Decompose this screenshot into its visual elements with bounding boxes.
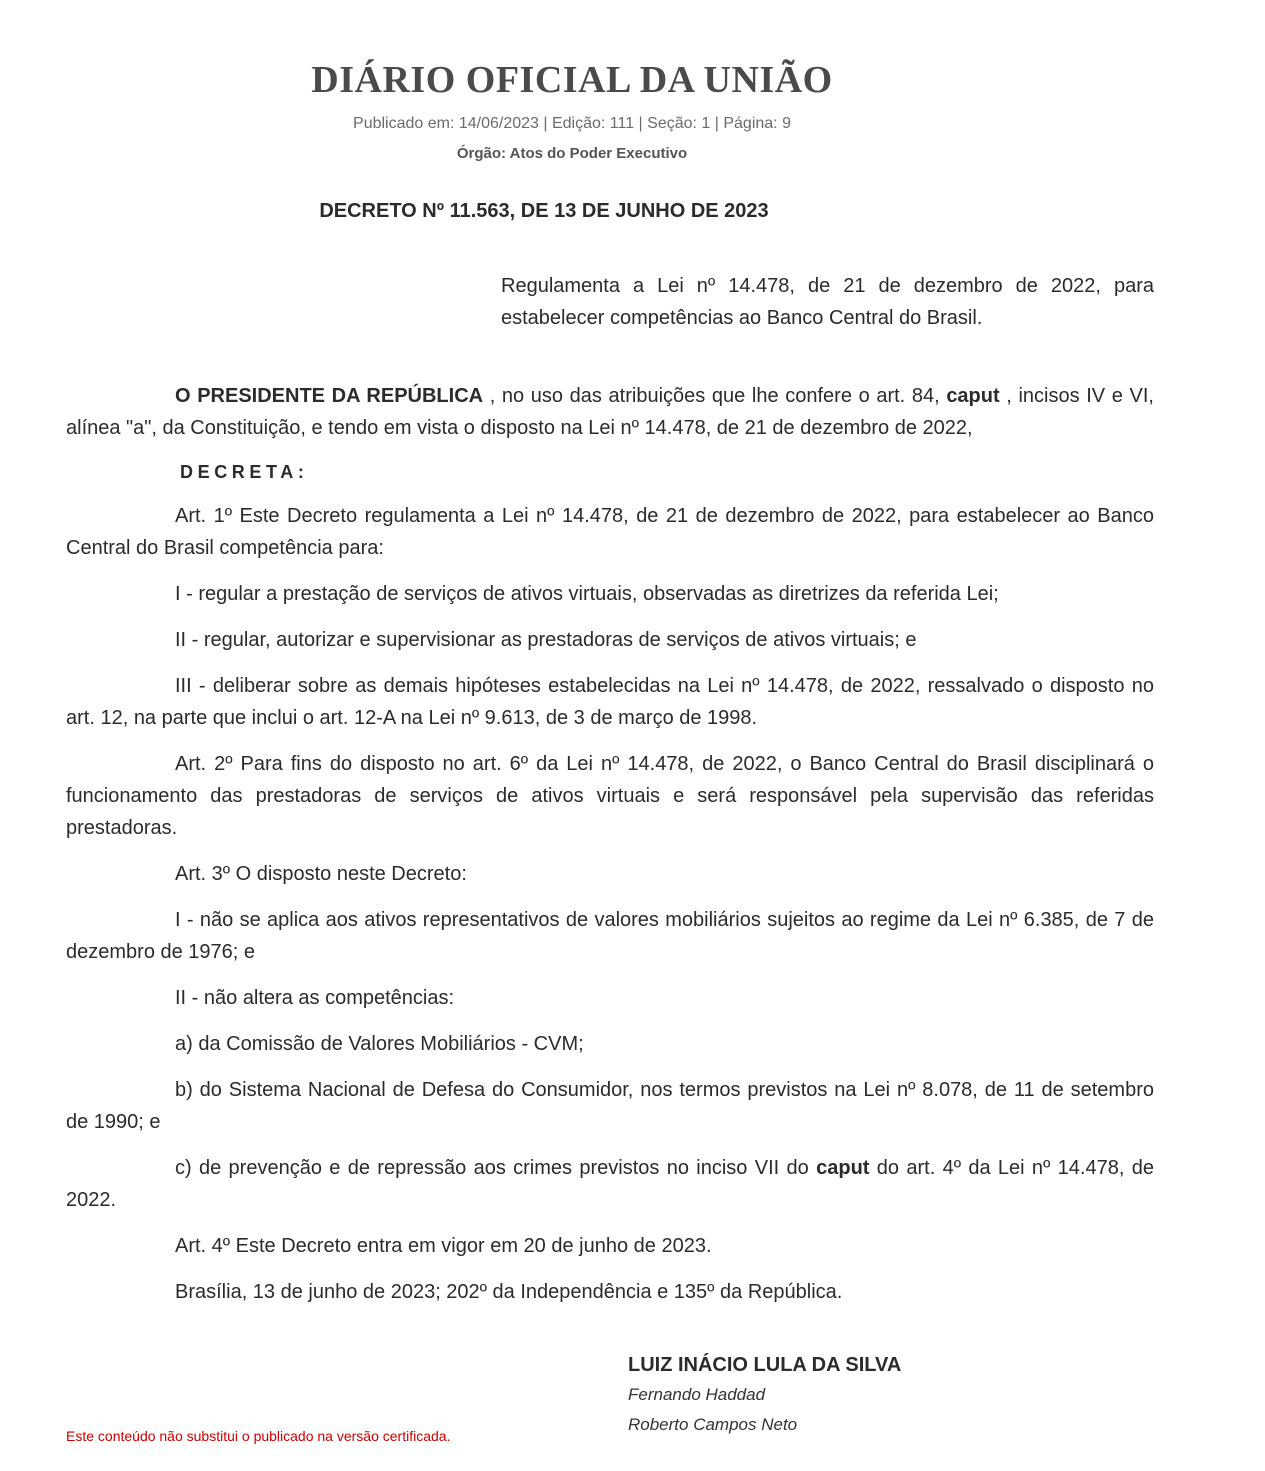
article-3-item-b: b) do Sistema Nacional de Defesa do Consumidor, nos termos previstos na Lei nº 8.078, de 11 de setembro de 1990; e	[66, 1079, 1154, 1133]
article-1-item-ii: II - regular, autorizar e supervisionar as prestadoras de serviços de ativos virtuais; e	[175, 629, 917, 651]
preamble-lead: O PRESIDENTE DA REPÚBLICA	[175, 385, 484, 407]
article-1-item-iii: III - deliberar sobre as demais hipóteses estabelecidas na Lei nº 14.478, de 2022, ressalvado o disposto no art. 12, na parte que inclui o art. 12-A na Lei nº 9.613, de 3 de março de 1998.	[66, 675, 1154, 729]
preamble-text-b: , incisos IV e VI, alínea "a", da Constituição, e tendo em vista o disposto na Lei nº 14.478, de 21 de dezembro de 2022,	[66, 385, 1154, 439]
publication-info: Publicado em: 14/06/2023 | Edição: 111 | Seção: 1 | Página: 9	[353, 115, 791, 132]
article-1-item-i: I - regular a prestação de serviços de ativos virtuais, observadas as diretrizes da referida Lei;	[175, 583, 999, 605]
certification-disclaimer: Este conteúdo não substitui o publicado na versão certificada.	[66, 1428, 451, 1444]
article-3-item-i: I - não se aplica aos ativos representativos de valores mobiliários sujeitos ao regime da Lei nº 6.385, de 7 de dezembro de 1976; e	[66, 909, 1154, 963]
signature-block	[628, 1350, 1154, 1440]
item-c-text-a: c) de prevenção e de repressão aos crimes previstos no inciso VII do	[175, 1157, 817, 1179]
decree-title: DECRETO Nº 11.563, DE 13 DE JUNHO DE 2023	[319, 200, 769, 222]
decree-preamble	[66, 380, 1154, 444]
president-signature: LUIZ INÁCIO LULA DA SILVA	[628, 1354, 902, 1376]
article-3-item-ii: II - não altera as competências:	[175, 987, 455, 1009]
article-3-item-a: a) da Comissão de Valores Mobiliários - CVM;	[175, 1033, 584, 1055]
document-page	[66, 0, 1154, 1440]
preamble-text-a: , no uso das atribuições que lhe confere o art. 84,	[483, 385, 947, 407]
minister-signature-1: Fernando Haddad	[628, 1385, 766, 1404]
article-3: Art. 3º O disposto neste Decreto:	[175, 863, 467, 885]
minister-signature-2: Roberto Campos Neto	[628, 1415, 798, 1434]
decreta-heading: DECRETA:	[180, 462, 309, 482]
publication-title: DIÁRIO OFICIAL DA UNIÃO	[311, 59, 833, 101]
decree-summary: Regulamenta a Lei nº 14.478, de 21 de dezembro de 2022, para estabelecer competências ao Banco Central do Brasil.	[501, 275, 1154, 329]
closing-line: Brasília, 13 de junho de 2023; 202º da Independência e 135º da República.	[175, 1281, 843, 1303]
article-4: Art. 4º Este Decreto entra em vigor em 20 de junho de 2023.	[175, 1235, 712, 1257]
item-c-text-b: do art. 4º da Lei nº 14.478, de 2022.	[66, 1157, 1154, 1211]
publication-organ: Órgão: Atos do Poder Executivo	[456, 145, 688, 162]
article-2: Art. 2º Para fins do disposto no art. 6º da Lei nº 14.478, de 2022, o Banco Central do Brasil disciplinará o funcionamento das prestadoras de serviços de ativos virtuais e será responsável pela supervisão das referidas prestadoras.	[66, 753, 1154, 839]
article-1: Art. 1º Este Decreto regulamenta a Lei nº 14.478, de 21 de dezembro de 2022, para estabelecer ao Banco Central do Brasil competência para:	[66, 505, 1154, 559]
article-3-item-c	[66, 1152, 1154, 1216]
item-c-caput: caput	[816, 1157, 870, 1179]
preamble-caput: caput	[946, 385, 1000, 407]
masthead	[28, 58, 1116, 164]
